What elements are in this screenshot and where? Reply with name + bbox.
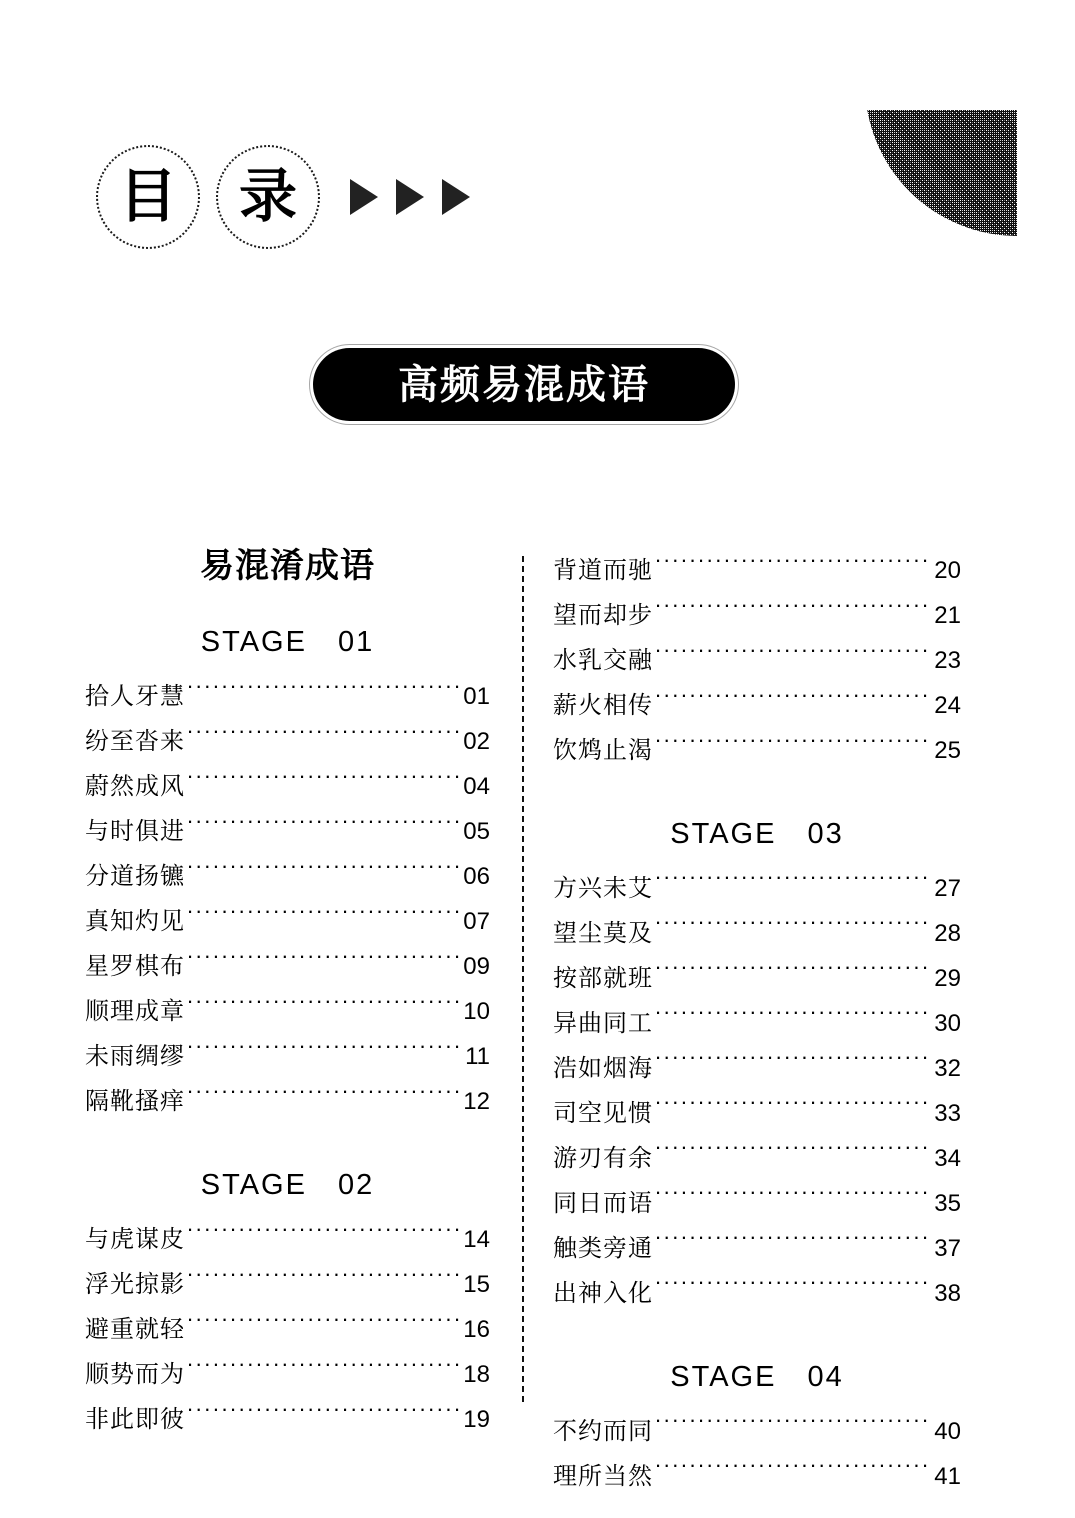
toc-leader-dots [655,1415,930,1439]
toc-entry[interactable] [553,911,961,956]
toc-leader-dots [187,950,459,974]
stage-heading: STAGE 01 [200,626,375,659]
toc-entry-label: 司空见惯 [553,1099,653,1127]
toc-entry-page: 01 [463,683,490,711]
toc-entry-label: 真知灼见 [85,908,185,936]
toc-entry[interactable] [85,1397,490,1442]
toc-entry[interactable] [553,866,961,911]
toc-char-mu: 目 [118,164,177,229]
toc-leader-dots [655,917,930,941]
toc-entry-label: 分道扬镳 [85,863,185,891]
toc-entry[interactable] [553,593,961,638]
toc-entry[interactable] [553,1046,961,1091]
toc-column-right [553,548,961,1499]
toc-entry-label: 顺理成章 [85,998,185,1026]
stage-heading: STAGE 02 [200,1169,375,1202]
triangle-right-icon [350,179,378,215]
toc-leader-dots [655,689,930,713]
toc-entry[interactable] [85,1262,490,1307]
toc-entry-label: 异曲同工 [553,1009,653,1037]
toc-leader-dots [187,1040,461,1064]
toc-leader-dots [655,1277,930,1301]
toc-entry[interactable] [553,1136,961,1181]
toc-leader-dots [655,872,930,896]
toc-entry[interactable] [85,1217,490,1262]
toc-char-circle-2 [216,145,320,249]
toc-leader-dots [655,1187,930,1211]
toc-char-circle-1 [96,145,200,249]
toc-leader-dots [655,1052,930,1076]
toc-leader-dots [187,815,459,839]
toc-entry-label: 触类旁通 [553,1234,653,1262]
toc-entry[interactable] [85,674,490,719]
toc-leader-dots [655,554,930,578]
toc-leader-dots [655,734,930,758]
toc-entry-page: 33 [934,1099,961,1127]
toc-entry-page: 19 [463,1405,490,1433]
toc-entry-label: 与时俱进 [85,818,185,846]
toc-entry-page: 10 [463,998,490,1026]
toc-leader-dots [187,995,459,1019]
toc-entry-label: 背道而驰 [553,557,653,584]
toc-entry-label: 蔚然成风 [85,773,185,801]
toc-entry-label: 水乳交融 [553,647,653,674]
toc-entry-page: 11 [465,1043,490,1071]
toc-entry-page: 29 [934,964,961,992]
toc-entry-label: 理所当然 [553,1462,653,1490]
toc-entry-page: 24 [934,692,961,719]
toc-entry-page: 04 [463,773,490,801]
toc-entry[interactable] [553,956,961,1001]
stage-heading: STAGE 04 [670,1360,844,1393]
toc-entry-label: 薪火相传 [553,692,653,719]
toc-entry-page: 34 [934,1144,961,1172]
toc-entry-page: 18 [463,1360,490,1388]
toc-leader-dots [655,1232,930,1256]
toc-entry[interactable] [553,1271,961,1316]
toc-entry-label: 饮鸩止渴 [553,737,653,764]
toc-entry-page: 05 [463,818,490,846]
toc-leader-dots [655,1142,930,1166]
toc-entry[interactable] [85,1034,490,1079]
toc-entry-page: 21 [934,602,961,629]
toc-entry[interactable] [553,638,961,683]
toc-leader-dots [187,905,459,929]
toc-leader-dots [187,725,459,749]
toc-leader-dots [187,770,459,794]
toc-entry-page: 12 [463,1088,490,1116]
toc-leader-dots [187,860,459,884]
toc-entry-page: 09 [463,953,490,981]
toc-entry[interactable] [85,899,490,944]
toc-entry[interactable] [85,809,490,854]
toc-entry[interactable] [553,1091,961,1136]
toc-entry-label: 纷至沓来 [85,728,185,756]
toc-entry-label: 与虎谋皮 [85,1225,185,1253]
toc-column-left [85,548,490,1442]
toc-entry-label: 望而却步 [553,602,653,629]
toc-char-lu: 录 [238,164,297,229]
toc-entry-page: 30 [934,1009,961,1037]
toc-leader-dots [655,1097,930,1121]
toc-leader-dots [187,1403,459,1427]
toc-entry-page: 38 [934,1279,961,1307]
toc-entry-label: 按部就班 [553,964,653,992]
toc-entry[interactable] [553,1454,961,1499]
toc-entry[interactable] [85,764,490,809]
toc-leader-dots [655,599,930,623]
toc-entry[interactable] [85,1307,490,1352]
toc-leader-dots [187,1268,459,1292]
toc-entry-label: 避重就轻 [85,1315,185,1343]
toc-entry-label: 未雨绸缪 [85,1043,185,1071]
triangle-right-icon [396,179,424,215]
triangle-right-icon [442,179,470,215]
toc-entry[interactable] [85,989,490,1034]
toc-entry-page: 25 [934,737,961,764]
toc-entry-label: 星罗棋布 [85,953,185,981]
toc-entry-label: 游刃有余 [553,1144,653,1172]
chapter-title-banner [313,348,735,421]
toc-entry-label: 同日而语 [553,1189,653,1217]
toc-entry-label: 望尘莫及 [553,919,653,947]
toc-entry[interactable] [553,548,961,593]
toc-entry-page: 28 [934,919,961,947]
toc-entry-page: 20 [934,557,961,584]
toc-entry-page: 37 [934,1234,961,1262]
toc-leader-dots [187,1313,459,1337]
toc-entry[interactable] [85,1352,490,1397]
toc-entry-page: 06 [463,863,490,891]
toc-entry[interactable] [553,1001,961,1046]
toc-entry-label: 浩如烟海 [553,1054,653,1082]
column-divider [522,556,524,1402]
chapter-title-text: 高频易混成语 [398,362,650,407]
toc-entry-page: 16 [463,1315,490,1343]
toc-entry-page: 15 [463,1270,490,1298]
toc-entry[interactable] [553,683,961,728]
toc-entry[interactable] [85,944,490,989]
page-header [96,138,488,256]
toc-leader-dots [655,644,930,668]
toc-entry[interactable] [85,854,490,899]
toc-entry-page: 23 [934,647,961,674]
toc-entry[interactable] [553,728,961,773]
toc-entry[interactable] [85,719,490,764]
toc-leader-dots [187,1358,459,1382]
toc-leader-dots [655,1007,930,1031]
toc-entry-page: 27 [934,874,961,902]
toc-entry-page: 14 [463,1225,490,1253]
toc-entry-label: 方兴未艾 [553,874,653,902]
toc-entry-label: 浮光掠影 [85,1270,185,1298]
toc-entry-page: 35 [934,1189,961,1217]
toc-leader-dots [187,680,459,704]
stage-heading: STAGE 03 [670,818,844,850]
toc-entry-label: 顺势而为 [85,1360,185,1388]
toc-entry-page: 32 [934,1054,961,1082]
toc-entry[interactable] [553,1226,961,1271]
halftone-quarter-circle-icon [865,110,1017,236]
toc-entry-label: 不约而同 [553,1417,653,1445]
toc-entry-page: 07 [463,908,490,936]
toc-entry-page: 02 [463,728,490,756]
toc-entry-label: 拾人牙慧 [85,683,185,711]
toc-leader-dots [655,1460,930,1484]
toc-entry-page: 41 [934,1462,961,1490]
toc-entry-page: 40 [934,1417,961,1445]
arrow-group [350,179,488,215]
toc-entry-label: 隔靴搔痒 [85,1088,185,1116]
toc-entry[interactable] [85,1079,490,1124]
toc-entry-label: 出神入化 [553,1279,653,1307]
toc-leader-dots [187,1085,459,1109]
toc-leader-dots [655,962,930,986]
toc-entry[interactable] [553,1181,961,1226]
toc-entry-label: 非此即彼 [85,1405,185,1433]
toc-leader-dots [187,1223,459,1247]
toc-entry[interactable] [553,1409,961,1454]
toc-section-title: 易混淆成语 [200,547,375,585]
